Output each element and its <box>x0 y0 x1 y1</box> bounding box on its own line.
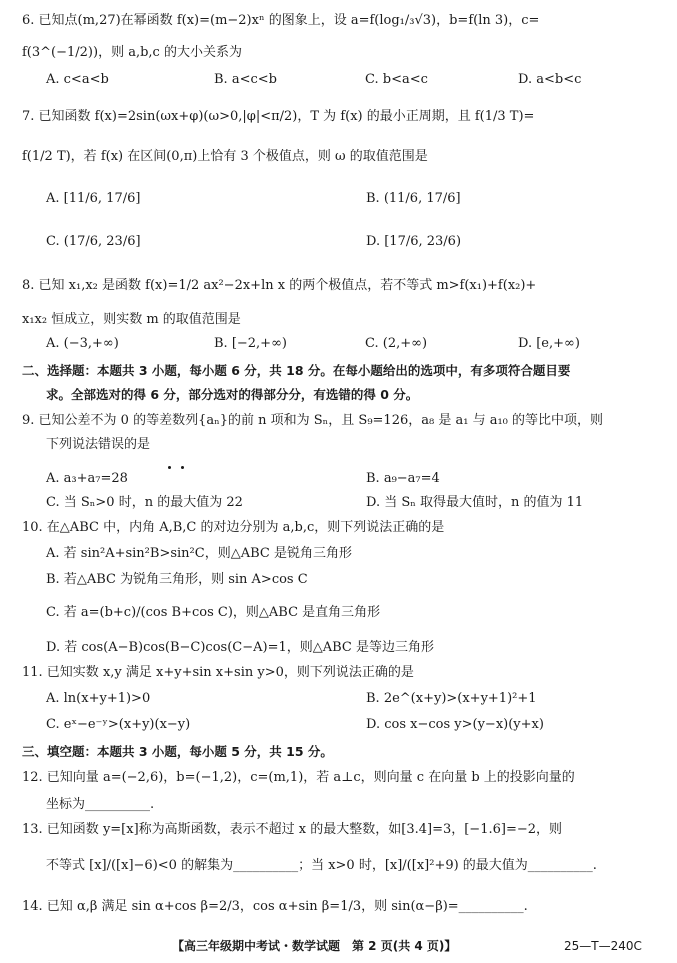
footer-code: 25—T—240C <box>564 939 642 953</box>
q7-option-d: D. [17/6, 23/6) <box>366 234 462 249</box>
footer-title: 【高三年级期中考试・数学试题 第 2 页(共 4 页)】 <box>172 939 457 953</box>
page-footer <box>0 936 677 956</box>
section3-heading: 三、填空题：本题共 3 小题，每小题 5 分，共 15 分。 <box>22 744 333 759</box>
section2-heading-line2: 求。全部选对的得 6 分，部分选对的得部分分，有选错的得 0 分。 <box>46 387 419 402</box>
q7-stem-line2: f(1/2 T)，若 f(x) 在区间(0,π)上恰有 3 个极值点，则 ω 的取值范围是 <box>22 149 428 164</box>
q8-option-d: D. [e,+∞) <box>518 336 580 351</box>
q7-stem-line1: 7. 已知函数 f(x)=2sin(ωx+φ)(ω>0,|φ|<π/2)，T 为 f(x) 的最小正周期，且 f(1/3 T)= <box>22 109 535 124</box>
q7-option-c: C. (17/6, 23/6] <box>46 234 141 249</box>
q11-option-a: A. ln(x+y+1)>0 <box>46 691 151 706</box>
q9-option-c: C. 当 Sₙ>0 时，n 的最大值为 22 <box>46 495 243 510</box>
q6-option-c: C. b<a<c <box>365 72 428 87</box>
q7-option-a: A. [11/6, 17/6] <box>46 191 141 206</box>
q11-option-c: C. eˣ−e⁻ʸ>(x+y)(x−y) <box>46 717 191 732</box>
q10-stem: 10. 在△ABC 中，内角 A,B,C 的对边分别为 a,b,c，则下列说法正确的是 <box>22 520 445 535</box>
q9-stem-line1: 9. 已知公差不为 0 的等差数列{aₙ}的前 n 项和为 Sₙ，且 S₉=126，a₈ 是 a₁ 与 a₁₀ 的等比中项，则 <box>22 413 604 428</box>
emphasis-dots <box>162 466 222 470</box>
q11-option-d: D. cos x−cos y>(y−x)(y+x) <box>366 717 544 732</box>
q6-option-d: D. a<b<c <box>518 72 582 87</box>
q10-option-c: C. 若 a=(b+c)/(cos B+cos C)，则△ABC 是直角三角形 <box>46 605 381 620</box>
q10-option-b: B. 若△ABC 为锐角三角形，则 sin A>cos C <box>46 572 308 587</box>
q8-option-b: B. [−2,+∞) <box>214 336 287 351</box>
q9-option-a: A. a₃+a₇=28 <box>46 471 128 486</box>
q11-option-b: B. 2e^(x+y)>(x+y+1)²+1 <box>366 691 537 706</box>
q9-option-b: B. a₉−a₇=4 <box>366 471 440 486</box>
q6-stem-line1: 6. 已知点(m,27)在幂函数 f(x)=(m−2)xⁿ 的图象上，设 a=f(log₁/₃√3)，b=f(ln 3)，c= <box>22 13 540 28</box>
q10-option-a: A. 若 sin²A+sin²B>sin²C，则△ABC 是锐角三角形 <box>46 546 352 561</box>
q6-option-b: B. a<c<b <box>214 72 277 87</box>
q10-option-d: D. 若 cos(A−B)cos(B−C)cos(C−A)=1，则△ABC 是等边三角形 <box>46 640 435 655</box>
q11-stem: 11. 已知实数 x,y 满足 x+y+sin x+sin y>0，则下列说法正确的是 <box>22 665 414 680</box>
q8-stem-line2: x₁x₂ 恒成立，则实数 m 的取值范围是 <box>22 312 241 327</box>
q8-option-c: C. (2,+∞) <box>365 336 428 351</box>
q8-stem-line1: 8. 已知 x₁,x₂ 是函数 f(x)=1/2 ax²−2x+ln x 的两个极值点，若不等式 m>f(x₁)+f(x₂)+ <box>22 278 537 293</box>
q6-option-a: A. c<a<b <box>46 72 109 87</box>
q7-option-b: B. (11/6, 17/6] <box>366 191 461 206</box>
q12-stem-line2: 坐标为__________. <box>46 797 155 812</box>
q13-stem-line2: 不等式 [x]/([x]−6)<0 的解集为__________；当 x>0 时，[x]/([x]²+9) 的最大值为__________. <box>46 858 597 873</box>
q6-stem-line2: f(3^(−1/2))，则 a,b,c 的大小关系为 <box>22 45 242 60</box>
q14-stem: 14. 已知 α,β 满足 sin α+cos β=2/3，cos α+sin β=1/3，则 sin(α−β)=__________. <box>22 899 528 914</box>
q8-option-a: A. (−3,+∞) <box>46 336 119 351</box>
section2-heading-line1: 二、选择题：本题共 3 小题，每小题 6 分，共 18 分。在每小题给出的选项中，有多项符合题目要 <box>22 363 571 378</box>
q13-stem-line1: 13. 已知函数 y=[x]称为高斯函数，表示不超过 x 的最大整数，如[3.4]=3，[−1.6]=−2，则 <box>22 822 562 837</box>
q9-stem-line2: 下列说法错误的是 <box>46 437 151 452</box>
q12-stem-line1: 12. 已知向量 a=(−2,6)，b=(−1,2)，c=(m,1)，若 a⊥c，则向量 c 在向量 b 上的投影向量的 <box>22 770 575 785</box>
q9-option-d: D. 当 Sₙ 取得最大值时，n 的值为 11 <box>366 495 584 510</box>
